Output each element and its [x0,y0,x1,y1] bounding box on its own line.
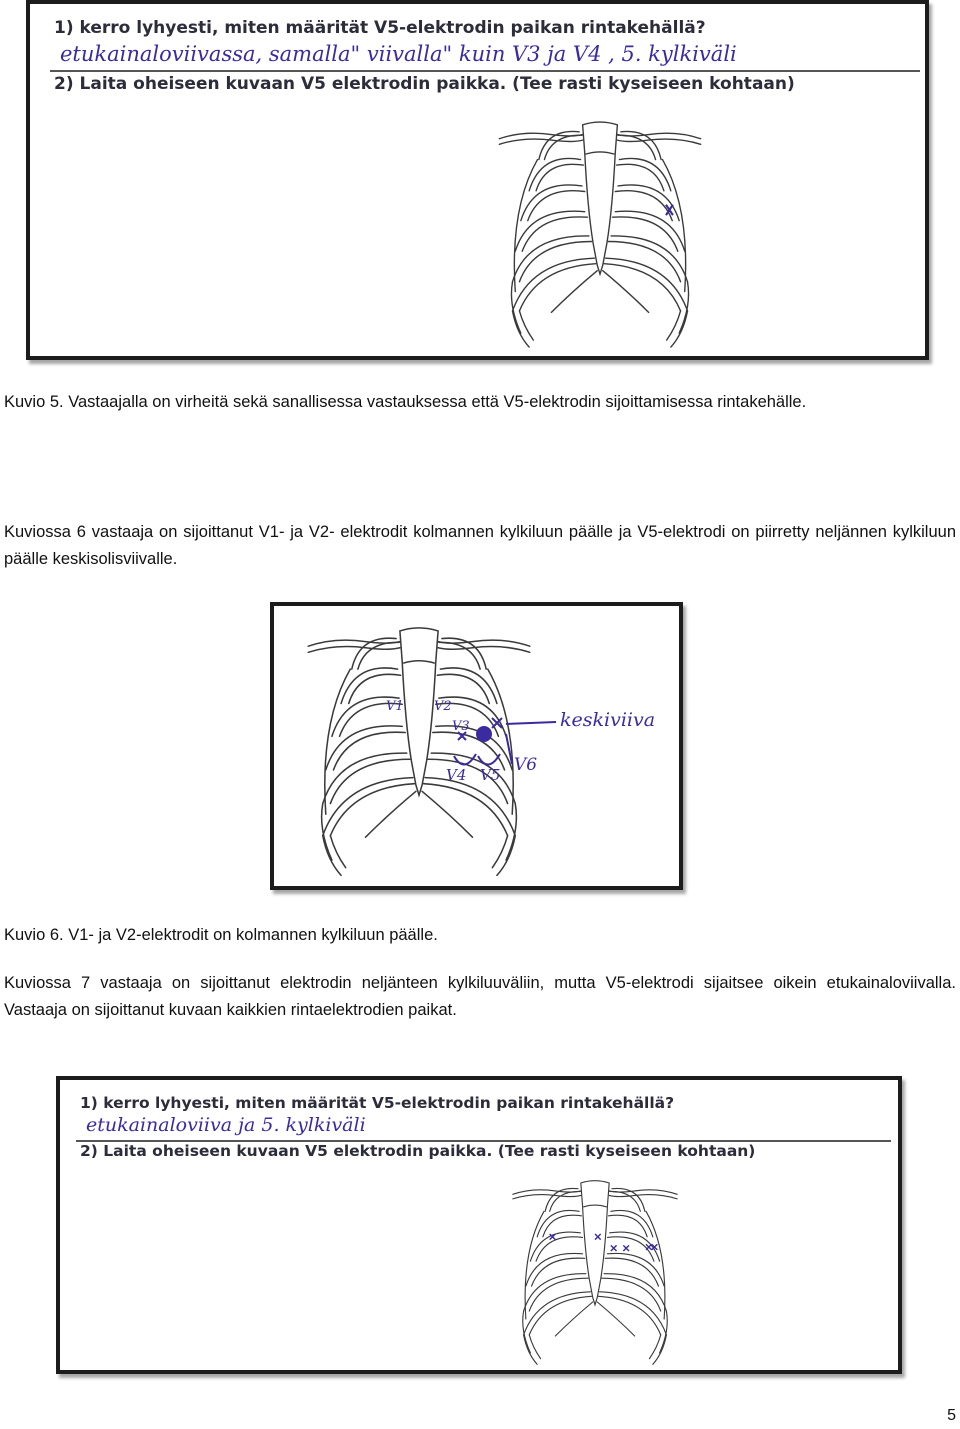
figure-5-scan [26,0,929,360]
figure-6-caption: Kuvio 6. V1- ja V2-elektrodit on kolmannen kylkiluun päälle. [4,926,438,944]
label-v3: V3 [452,719,470,734]
paragraph-figure-6: Kuviossa 6 vastaaja on sijoittanut V1- ja V2- elektrodit kolmannen kylkiluun päälle ja V5-elektrodi on piirretty neljännen kylkiluun päälle keskisolisviivalle. [4,523,956,568]
question-2: 2) Laita oheiseen kuvaan V5 elektrodin paikka. (Tee rasti kyseiseen kohtaan) [54,74,795,94]
electrode-annotations [274,606,679,886]
handwritten-answer: etukainaloviivassa, samalla" viivalla" kuin V3 ja V4 , 5. kylkiväli [60,42,737,66]
label-v4: V4 [446,766,467,784]
paragraph-figure-7: Kuviossa 7 vastaaja on sijoittanut elektrodin neljänteen kylkiluuväliin, mutta V5-elektrodi sijaitsee oikein etukainaloviivalla. Vastaaja on sijoittanut kuvaan kaikkien rintaelektrodien paikat. [4,974,956,1019]
figure-7-scan [56,1076,902,1374]
handwritten-answer: etukainaloviiva ja 5. kylkiväli [86,1114,366,1136]
label-v2: V2 [434,699,452,714]
pointer-line [506,722,556,724]
ribcage-drawing [480,1166,710,1370]
figure-5-caption: Kuvio 5. Vastaajalla on virheitä sekä sanallisessa vastauksessa että V5-elektrodin sijoittamisessa rintakehälle. [4,393,807,411]
question-2: 2) Laita oheiseen kuvaan V5 elektrodin paikka. (Tee rasti kyseiseen kohtaan) [80,1142,756,1160]
v5-mark [477,727,491,741]
question-1: 1) kerro lyhyesti, miten määrität V5-elektrodin paikan rintakehällä? [80,1094,675,1112]
answer-line [50,70,920,72]
label-v6: V6 [514,755,538,775]
label-v5: V5 [480,766,501,784]
ribcage-drawing [450,104,750,354]
page-number: 5 [947,1407,956,1424]
label-keskiviiva: keskiviiva [560,709,656,731]
figure-6-scan [270,602,683,890]
label-v1: V1 [386,699,404,714]
question-1: 1) kerro lyhyesti, miten määrität V5-elektrodin paikan rintakehällä? [54,18,706,38]
